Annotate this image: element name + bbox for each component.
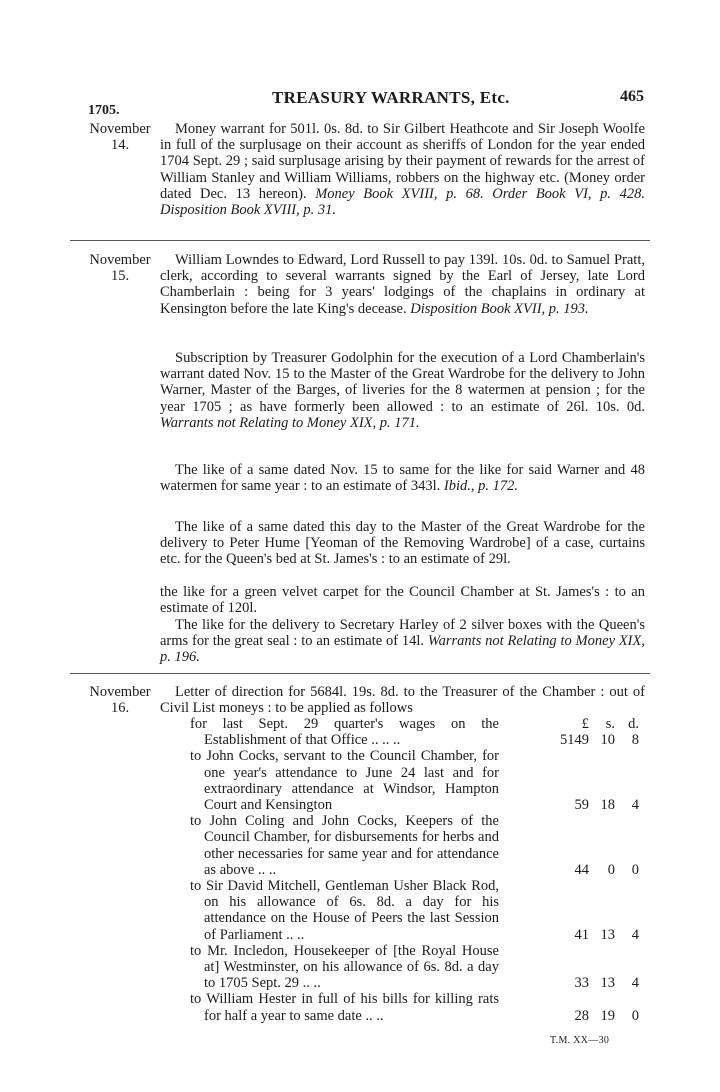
entry-divider — [70, 673, 650, 674]
ledger-item-description: to John Cocks, servant to the Council Chamber, for one year's attendance to June 24 last and for extraordinary attendance at Windsor, Hampton Court and Kensington — [190, 748, 499, 814]
entry-date: November 16. — [89, 684, 151, 716]
entry-divider — [70, 240, 650, 241]
ledger-item-description: to William Hester in full of his bills for killing rats for half a year to same date .. .. — [190, 991, 499, 1024]
entry-paragraph: Letter of direction for 5684l. 19s. 8d. to the Treasurer of the Chamber : out of Civil List moneys : to be applied as follows — [160, 684, 645, 717]
ledger-item-description: to Mr. Incledon, Housekeeper of [the Royal House at] Westminster, on his allowance of 6s. 8d. a day to 1705 Sept. 29 .. .. — [190, 942, 499, 992]
ledger-item-description: to Sir David Mitchell, Gentleman Usher Black Rod, on his allowance of 6s. 8d. a day for his attendance on the House of Peers the last Session of Parliament .. .. — [190, 878, 499, 943]
entry-paragraph: the like for a green velvet carpet for the Council Chamber at St. James's : to an estimate of 120l. — [160, 584, 645, 617]
signature-mark: T.M. XX—30 — [550, 1035, 610, 1046]
running-header-title: TREASURY WARRANTS, Etc. — [272, 88, 510, 107]
ledger-amount: 59 18 4 — [574, 797, 639, 814]
payment-ledger — [160, 716, 645, 1024]
ledger-row — [160, 943, 645, 992]
entry-paragraph: William Lowndes to Edward, Lord Russell to pay 139l. 10s. 0d. to Samuel Pratt, clerk, according to several warrants signed by the Earl of Jersey, late Lord Chamberlain : being for 3 years' lodgings of the chaplains in ordinary at Kensington before the late King's decease. Disposition Book XVII, p. 193. — [160, 252, 645, 317]
entry-paragraph: Subscription by Treasurer Godolphin for the execution of a Lord Chamberlain's warrant dated Nov. 15 to the Master of the Great Wardrobe for the delivery to John Warner, Master of the Barges, of liveries for the 8 watermen at pension ; for the year 1705 ; as have formerly been allowed : to an estimate of 26l. 10s. 0d. Warrants not Relating to Money XIX, p. 171. — [160, 350, 645, 431]
entry-date: November 14. — [89, 121, 151, 153]
entry-paragraph: The like for the delivery to Secretary Harley of 2 silver boxes with the Queen's arms for the great seal : to an estimate of 14l. Warrants not Relating to Money XIX, p. 196. — [160, 617, 645, 666]
entry-paragraph: The like of a same dated Nov. 15 to same for the like for said Warner and 48 watermen for same year : to an estimate of 343l. Ibid., p. 172. — [160, 462, 645, 495]
ledger-amount: 5149 10 8 — [560, 732, 639, 749]
ledger-row — [160, 878, 645, 943]
ledger-row — [160, 813, 645, 878]
entry-references: Warrants not Relating to Money XIX, p. 171. — [160, 414, 420, 431]
entry-date: November 15. — [89, 252, 151, 284]
entry-references: Money Book XVIII, p. 68. Order Book VI, p. 428. Disposition Book XVIII, p. 31. — [160, 185, 645, 219]
ledger-row — [160, 991, 645, 1023]
year-marker: 1705. — [88, 103, 120, 118]
ledger-amount: 44 0 0 — [574, 861, 639, 878]
page-number: 465 — [620, 88, 644, 105]
ledger-item-description: for last Sept. 29 quarter's wages on the Establishment of that Office .. .. .. — [190, 716, 499, 749]
ledger-row — [160, 716, 645, 748]
entry-paragraph: The like of a same dated this day to the Master of the Great Wardrobe for the delivery to Peter Hume [Yeoman of the Removing Wardrobe] of a case, curtains etc. for the Queen's bed at St. James's : to an estimate of 29l. — [160, 519, 645, 568]
ledger-row — [160, 748, 645, 813]
ledger-column-headers: £ s. d. — [581, 716, 639, 732]
ledger-amount: 33 13 4 — [574, 975, 639, 992]
entry-references: Disposition Book XVII, p. 193. — [410, 300, 589, 317]
ledger-item-description: to John Coling and John Cocks, Keepers of the Council Chamber, for disbursements for herbs and other necessaries for same year and for attendance as above .. .. — [190, 813, 499, 878]
entry-references: Ibid., p. 172. — [443, 478, 518, 495]
entry-references: Warrants not Relating to Money XIX, p. 196. — [160, 633, 645, 666]
ledger-amount: 28 19 0 — [574, 1007, 639, 1024]
entry-paragraph: Money warrant for 501l. 0s. 8d. to Sir Gilbert Heathcote and Sir Joseph Woolfe in full of the surplusage on their account as sheriffs of London for the year ended 1704 Sept. 29 ; said surplusage arising by their payment of rewards for the arrest of William Stanley and William Williams, robbers on the highway etc. (Money order dated Dec. 13 hereon). Money Book XVIII, p. 68. Order Book VI, p. 428. Disposition Book XVIII, p. 31. — [160, 121, 645, 219]
ledger-amount: 41 13 4 — [574, 926, 639, 943]
